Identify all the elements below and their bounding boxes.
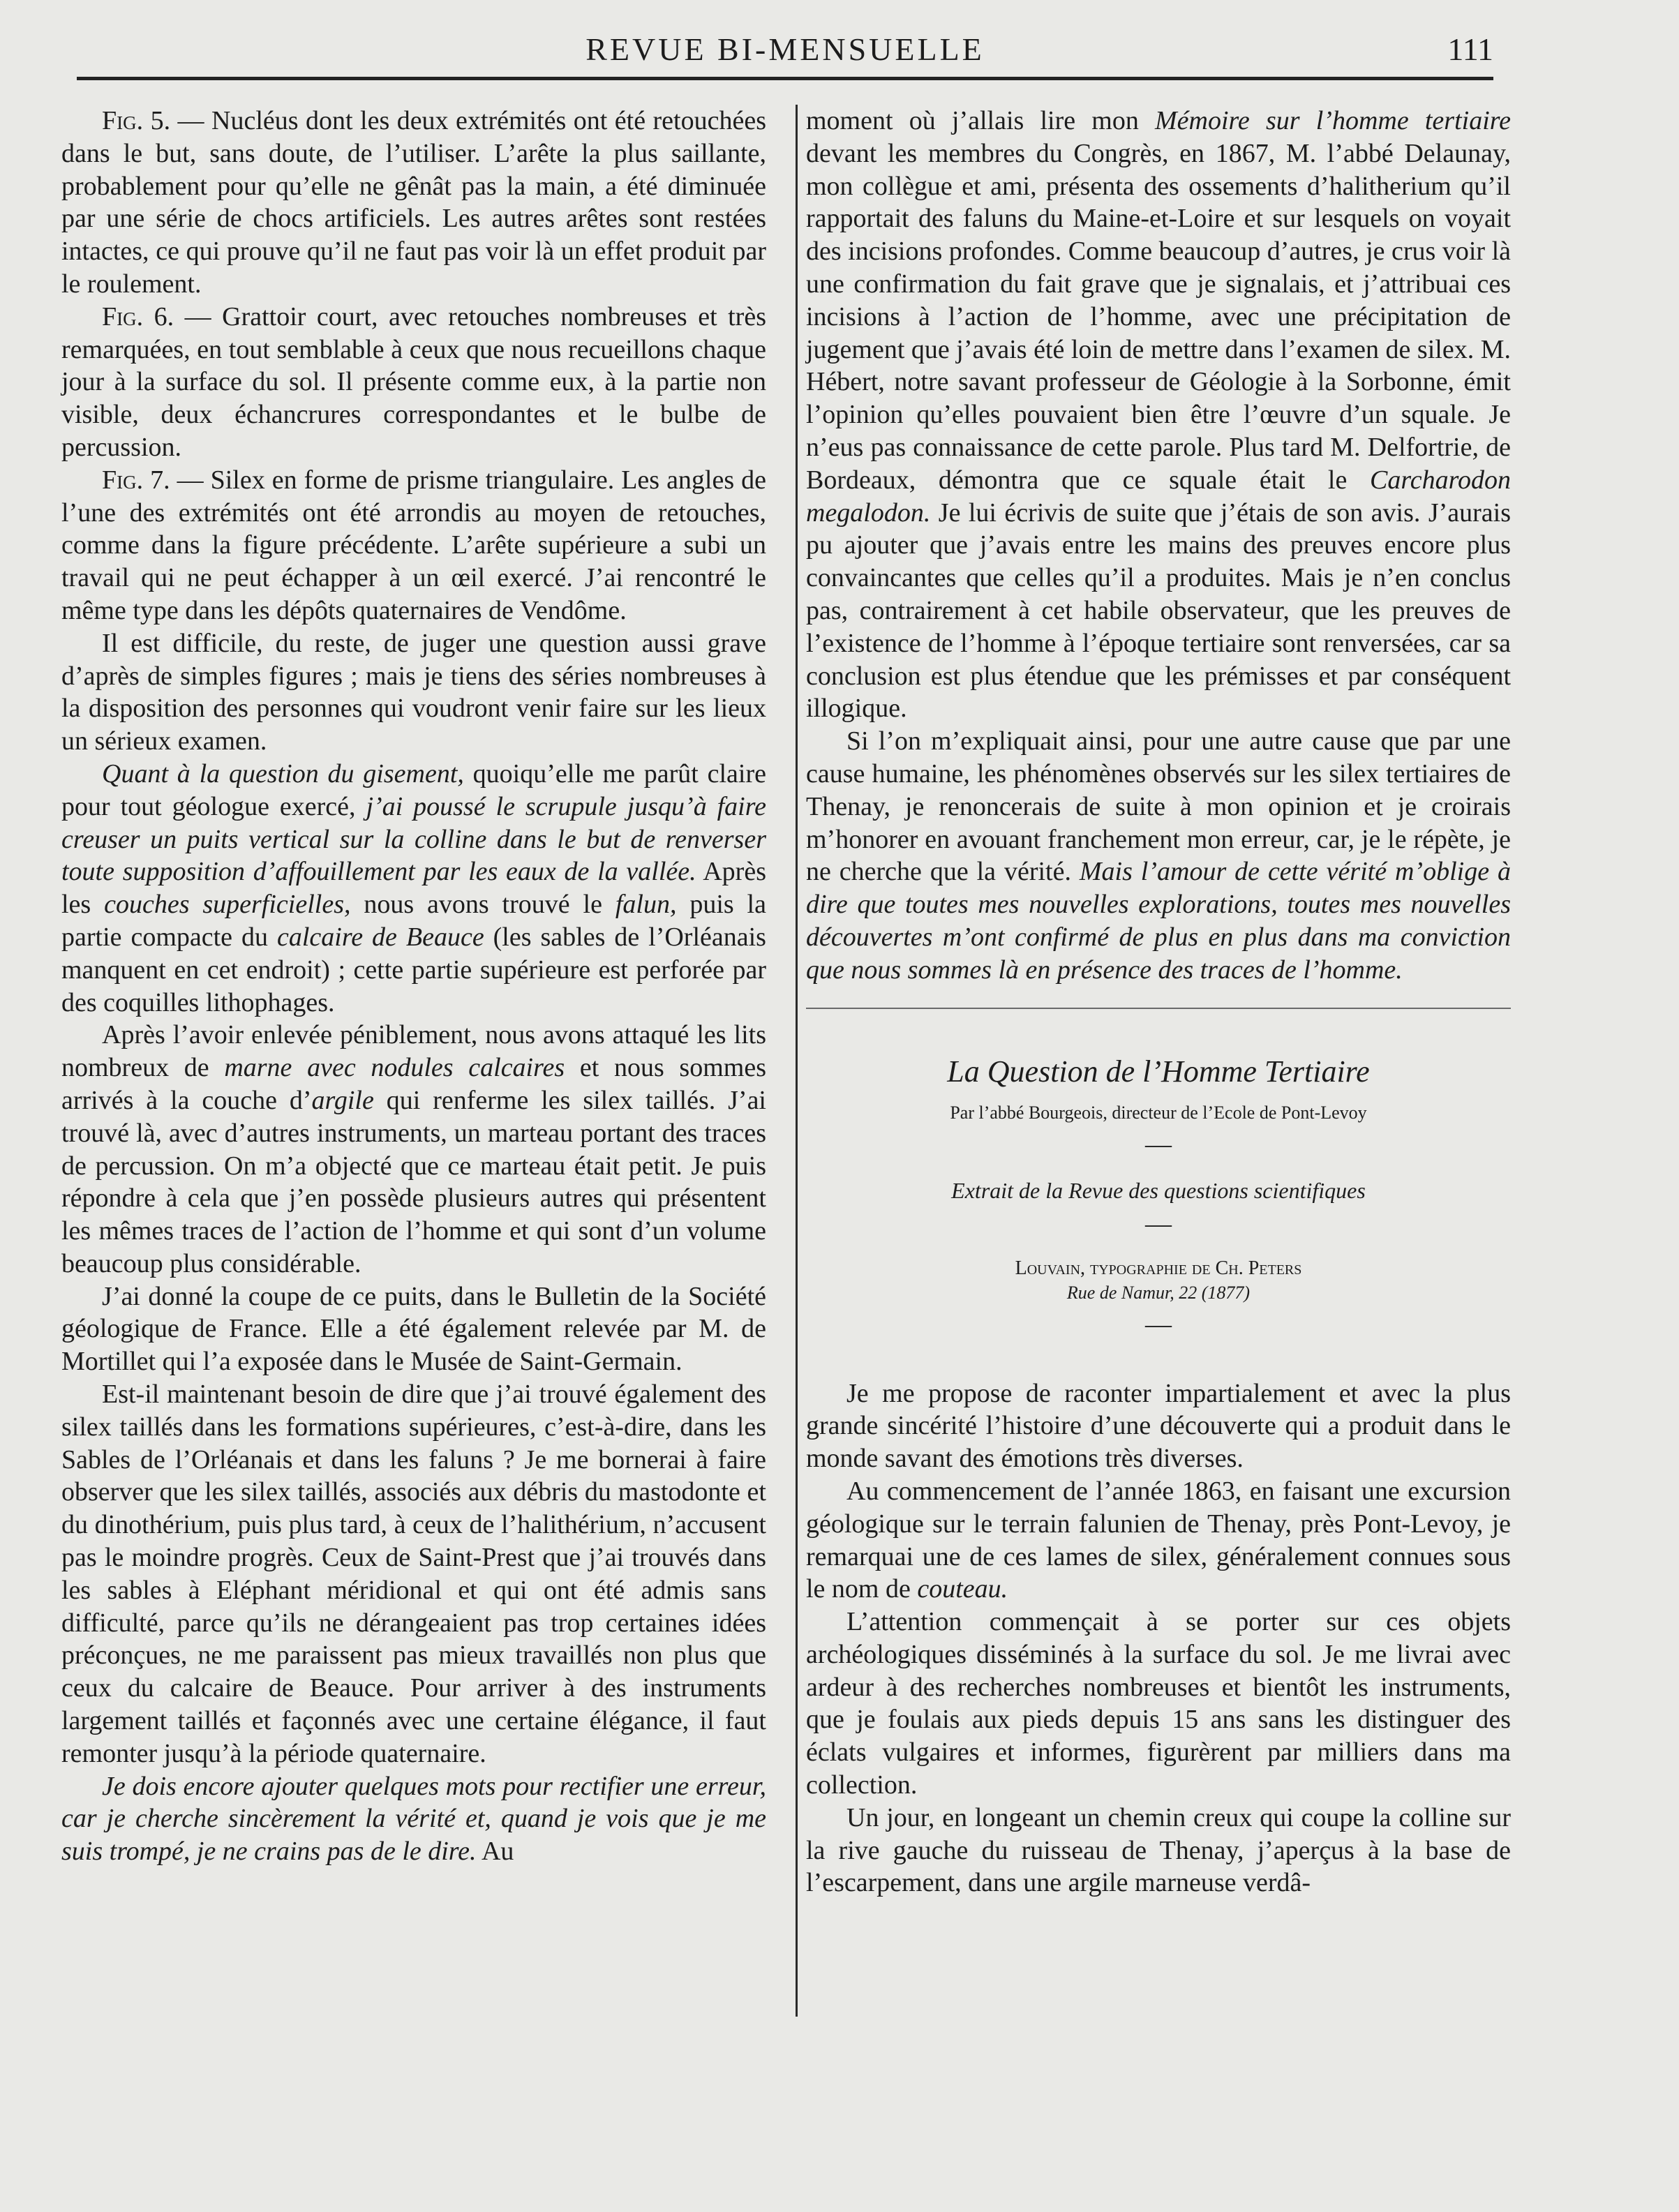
paragraph-text: Après l’avoir enlevée péniblement, nous avons attaqué les lits nombreux de <box>61 1020 766 1083</box>
paragraph-text: et nous sommes arrivés à la couche d’ <box>61 1053 766 1115</box>
paragraph-text: (les sables de l’Orléanais manquent en cet endroit) ; cette partie supérieure est perforée par des coquilles lithophages. <box>61 922 766 1017</box>
paragraph-text: qui renferme les silex taillés. J’ai trouvé là, avec d’autres instruments, un marteau portant des traces de percussion. On m’a objecté que ce marteau était petit. Je puis répondre à cela que j’en possède plusieurs autres qui présentent les mêmes traces de l’action de l’homme et qui sont d’un volume beaucoup plus considérable. <box>61 1085 766 1278</box>
paragraph-text: Après les <box>61 857 766 920</box>
paragraph-text: Au <box>476 1837 514 1867</box>
column-divider <box>796 105 798 2017</box>
paragraph <box>61 1280 766 1378</box>
paragraph <box>61 627 766 758</box>
page-header <box>77 27 1493 80</box>
italic-text: Mais l’amour de cette vérité m’oblige à dire que toutes mes nouvelles explorations, toutes mes nouvelles découvertes m’ont confirmé de plus en plus dans ma conviction que nous sommes là en présence des traces de l’homme. <box>806 857 1511 985</box>
paragraph-text: Est-il maintenant besoin de dire que j’ai trouvé également des silex taillés dans les formations supérieures, c’est-à-dire, dans les Sables de l’Orléanais et dans les faluns ? Je me bornerai à faire observer que les silex taillés, associés aux débris du mastodonte et du dinothérium, puis plus tard, à ceux de l’halithérium, n’accusent pas le moindre progrès. Ceux de Saint-Prest que j’ai trouvés dans les sables à Eléphant méridional et qui ont été admis sans difficulté, parce qu’ils ne dérangeaient pas trop certaines idées préconçues, ne me paraissent pas mieux travaillés non plus que ceux du calcaire de Beauce. Pour arriver à des instruments largement taillés et façonnés avec une certaine élégance, il faut remonter jusqu’à la période quaternaire. <box>61 1380 766 1768</box>
figure-label: Fig. 6. <box>102 301 174 331</box>
paragraph <box>61 1019 766 1280</box>
italic-text: calcaire de Beauce <box>276 922 484 952</box>
figure-label: Fig. 5. <box>102 106 171 135</box>
paragraph <box>61 105 766 301</box>
right-column <box>806 105 1511 1899</box>
paragraph-text: Si l’on m’expliquait ainsi, pour une autre cause que par une cause humaine, les phénomènes observés sur les silex tertiaires de Thenay, je renoncerais de suite à mon opinion et je croirais m’honorer en avouant franchement mon erreur, car, je le répète, je ne cherche que la vérité. <box>806 726 1511 887</box>
running-title: REVUE BI-MENSUELLE <box>585 31 985 67</box>
italic-text: j’ai poussé le scrupule jusqu’à faire creuser un puits vertical sur la colline dans le but de renverser toute supposition d’affouillement par les eaux de la vallée. <box>61 791 766 887</box>
paragraph-text: Au commencement de l’année 1863, en faisant une excursion géologique sur le terrain falunien de Thenay, près Pont-Levoy, je remarquai une de ces lames de silex, généralement connues sous le nom de <box>806 1476 1511 1604</box>
article-title: La Question de l’Homme Tertiaire <box>947 1054 1370 1089</box>
paragraph <box>61 1378 766 1770</box>
article-byline: Par l’abbé Bourgeois, directeur de l’Ecole de Pont-Levoy <box>950 1102 1367 1123</box>
paragraph-text: quoiqu’elle me parût claire pour tout géologue exercé, <box>61 758 767 821</box>
italic-text: Mémoire sur l’homme tertiaire <box>1155 106 1511 135</box>
left-column <box>61 105 766 1868</box>
paragraph-text: L’attention commençait à se porter sur ces objets archéologiques disséminés à la surface du sol. Je me livrai avec ardeur à des recherches nombreuses et bientôt les instruments, que je foulais aux pieds depuis 15 ans sans les distinguer des éclats vulgaires et informes, figurèrent par milliers dans ma collection. <box>806 1607 1511 1800</box>
article-source: Extrait de la Revue des questions scientifiques <box>951 1177 1366 1203</box>
paragraph <box>61 464 766 627</box>
italic-text: couteau. <box>917 1574 1008 1604</box>
italic-text: argile <box>311 1085 374 1115</box>
figure-label: Fig. 7. <box>102 465 170 495</box>
paragraph <box>61 758 766 1019</box>
paragraph-text: — Nucléus dont les deux extrémités ont été retouchées dans le but, sans doute, de l’utiliser. L’arête la plus saillante, probablement pour qu’elle ne gênât pas la main, a été diminuée par une série de chocs artificiels. Les autres arêtes sont restées intactes, ce qui prouve qu’il ne faut pas voir là un effet produit par le roulement. <box>61 106 766 299</box>
separator-dash: — <box>1145 1129 1172 1159</box>
separator-dash: — <box>1145 1209 1172 1239</box>
separator-dash: — <box>1145 1309 1172 1339</box>
italic-text: Quant à la question du gisement, <box>102 758 464 789</box>
spacer <box>806 1357 1511 1377</box>
paragraph <box>806 1802 1511 1899</box>
paragraph-text: — Grattoir court, avec retouches nombreuses et très remarquées, en tout semblable à ceux que nous recueillons chaque jour à la surface du sol. Il présente comme eux, à la partie non visible, deux échancrures correspondantes et le bulbe de percussion. <box>61 301 766 462</box>
italic-text: falun, <box>615 890 677 920</box>
paragraph-text: — Silex en forme de prisme triangulaire. Les angles de l’une des extrémités ont été arrondis au moyen de retouches, comme dans la figure précédente. L’arête supérieure a subi un travail qui ne peut échapper à un œil exercé. J’ai rencontré le même type dans les dépôts quaternaires de Vendôme. <box>61 465 767 625</box>
paragraph-text: Il est difficile, du reste, de juger une question aussi grave d’après de simples figures ; mais je tiens des séries nombreuses à la disposition des personnes qui voudront venir faire sur les lieux un sérieux examen. <box>61 628 766 756</box>
italic-text: Carcharodon megalodon. <box>806 465 1511 528</box>
paragraph-text: J’ai donné la coupe de ce puits, dans le Bulletin de la Société géologique de France. Elle a été également relevée par M. de Mortillet qui l’a exposée dans le Musée de Saint-Germain. <box>61 1281 766 1377</box>
italic-text: Je dois encore ajouter quelques mots pour rectifier une erreur, car je cherche sincèrement la vérité et, quand je vois que je me suis trompé, je ne crains pas de le dire. <box>61 1771 766 1867</box>
paragraph-text: Je me propose de raconter impartialement et avec la plus grande sincérité l’histoire d’une découverte qui a produit dans le monde savant des émotions très diverses. <box>806 1378 1511 1474</box>
paragraph-text: Un jour, en longeant un chemin creux qui coupe la colline sur la rive gauche du ruisseau de Thenay, j’aperçus à la base de l’escarpement, dans une argile marneuse verdâ- <box>806 1802 1511 1898</box>
page-number: 111 <box>1447 31 1493 67</box>
paragraph-text: moment où j’allais lire mon <box>806 106 1156 135</box>
publisher-line: Louvain, typographie de Ch. Peters <box>1015 1257 1302 1279</box>
paragraph <box>61 1770 766 1868</box>
paragraph <box>806 105 1511 725</box>
italic-text: marne avec nodules calcaires <box>224 1053 565 1083</box>
paragraph-text: nous avons trouvé le <box>350 890 615 920</box>
paragraph <box>61 301 766 464</box>
paragraph-text: devant les membres du Congrès, en 1867, M. l’abbé Delaunay, mon collègue et ami, présenta des ossements d’halitherium qu’il rapportait des faluns du Maine-et-Loire et sur lesquels on voyait des incisions profondes. Comme beaucoup d’autres, je crus voir là une confirmation du fait grave que je signalais, et j’attribuai ces incisions à l’action de l’homme, avec une précipitation de jugement que j’avais été loin de mettre dans l’examen de silex. M. Hébert, notre savant professeur de Géologie à la Sorbonne, émit l’opinion qu’elles pouvaient bien être l’œuvre d’un squale. Je n’eus pas connaissance de cette parole. Plus tard M. Delfortrie, de Bordeaux, démontra que ce squale était le <box>806 138 1511 495</box>
paragraph <box>806 1475 1511 1606</box>
paragraph <box>806 725 1511 986</box>
italic-text: couches superficielles, <box>104 890 351 920</box>
section-separator <box>806 1008 1511 1009</box>
publisher-address: Rue de Namur, 22 (1877) <box>1066 1282 1251 1303</box>
paragraph <box>806 1377 1511 1475</box>
paragraph <box>806 1606 1511 1802</box>
paragraph-text: Je lui écrivis de suite que j’étais de son avis. J’aurais pu ajouter que j’avais entre les mains des preuves encore plus convaincantes que celles qu’il a produites. Mais je n’en conclus pas, contrairement à cet habile observateur, que les preuves de l’existence de l’homme à l’époque tertiaire sont renversées, car sa conclusion est plus étendue que les prémisses et par conséquent illogique. <box>806 498 1511 724</box>
paragraph-text: puis la partie compacte du <box>61 890 766 952</box>
